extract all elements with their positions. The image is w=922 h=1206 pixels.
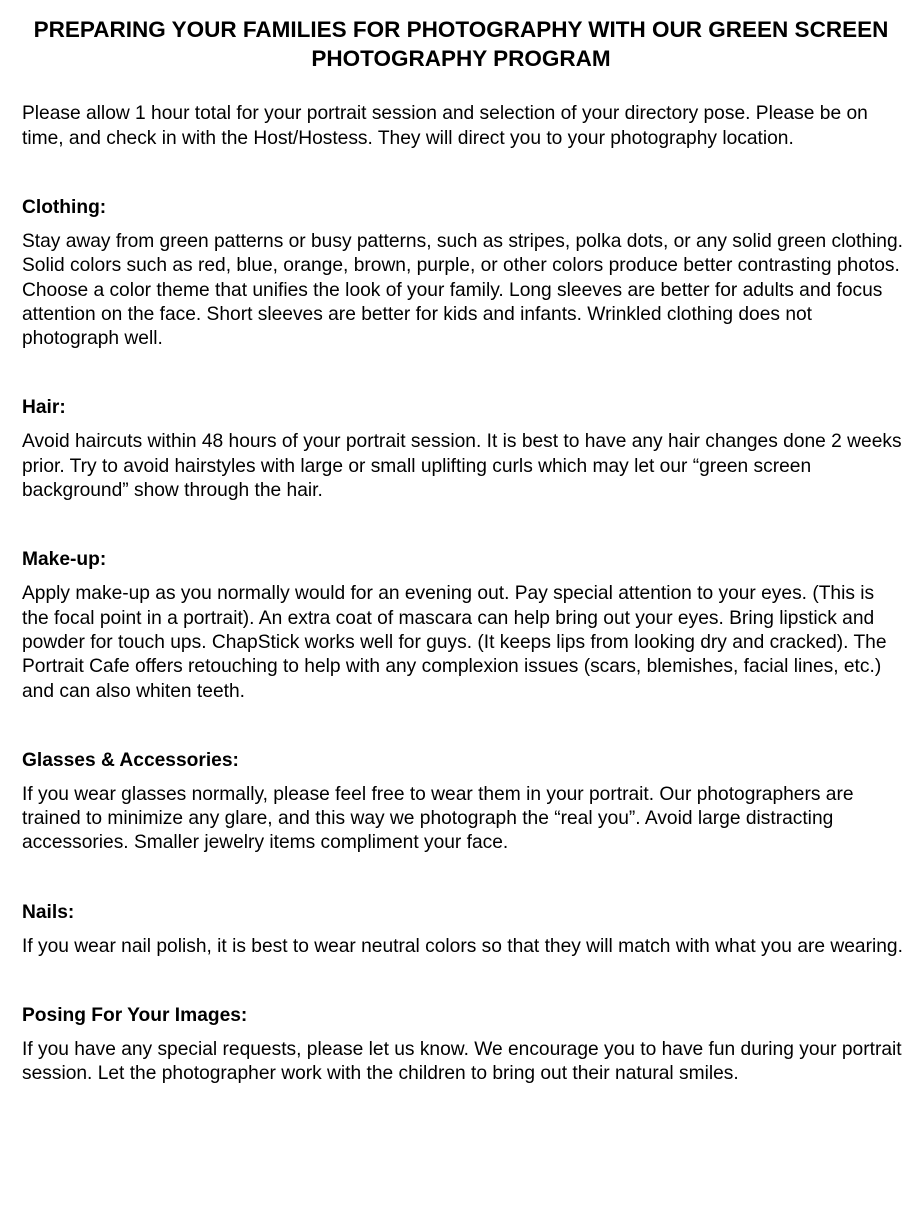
intro-paragraph: Please allow 1 hour total for your portrait session and selection of your directory pose. Please be on time, and check in with the Host/Hostess. They will direct you to your photography location. bbox=[22, 103, 868, 149]
section-heading: Glasses & Accessories: bbox=[22, 749, 239, 771]
section-nails bbox=[22, 901, 904, 959]
section-heading: Clothing: bbox=[22, 197, 107, 218]
section-make-up bbox=[22, 548, 904, 703]
section-glasses-accessories bbox=[22, 749, 904, 856]
section-posing bbox=[22, 1004, 904, 1087]
document-title: PREPARING YOUR FAMILIES FOR PHOTOGRAPHY WITH OUR GREEN SCREEN PHOTOGRAPHY PROGRAM bbox=[33, 17, 889, 71]
section-clothing bbox=[22, 196, 904, 351]
section-hair bbox=[22, 396, 904, 503]
section-body: If you wear nail polish, it is best to wear neutral colors so that they will match with what you are wearing. bbox=[22, 935, 903, 957]
section-body: If you have any special requests, please let us know. We encourage you to have fun during your portrait session. Let the photographer work with the children to bring out their natural smiles. bbox=[22, 1039, 902, 1085]
section-heading: Posing For Your Images: bbox=[22, 1005, 248, 1027]
section-heading: Nails: bbox=[22, 901, 75, 923]
section-body: Apply make-up as you normally would for an evening out. Pay special attention to your eyes. (This is the focal point in a portrait). An extra coat of mascara can help bring out your eyes. Bring lipstick and powder for touch ups. ChapStick works well for guys. (It keeps lips from looking dry and cracked). The Portrait Cafe offers retouching to help with any complexion issues (scars, blemishes, facial lines, etc.) and can also whiten teeth. bbox=[22, 583, 887, 702]
section-heading: Make-up: bbox=[22, 549, 107, 571]
section-body: Stay away from green patterns or busy patterns, such as stripes, polka dots, or any solid green clothing. Solid colors such as red, blue, orange, brown, purple, or other colors produce better contrasting photos. Choose a color theme that unifies the look of your family. Long sleeves are better for adults and focus attention on the face. Short sleeves are better for kids and infants. Wrinkled clothing does not photograph well. bbox=[22, 231, 903, 350]
section-heading: Hair: bbox=[22, 397, 66, 419]
section-body: Avoid haircuts within 48 hours of your portrait session. It is best to have any hair changes done 2 weeks prior. Try to avoid hairstyles with large or small uplifting curls which may let our “green screen background” show through the hair. bbox=[22, 431, 902, 502]
section-body: If you wear glasses normally, please feel free to wear them in your portrait. Our photographers are trained to minimize any glare, and this way we photograph the “real you”. Avoid large distracting accessories. Smaller jewelry items compliment your face. bbox=[22, 783, 854, 854]
